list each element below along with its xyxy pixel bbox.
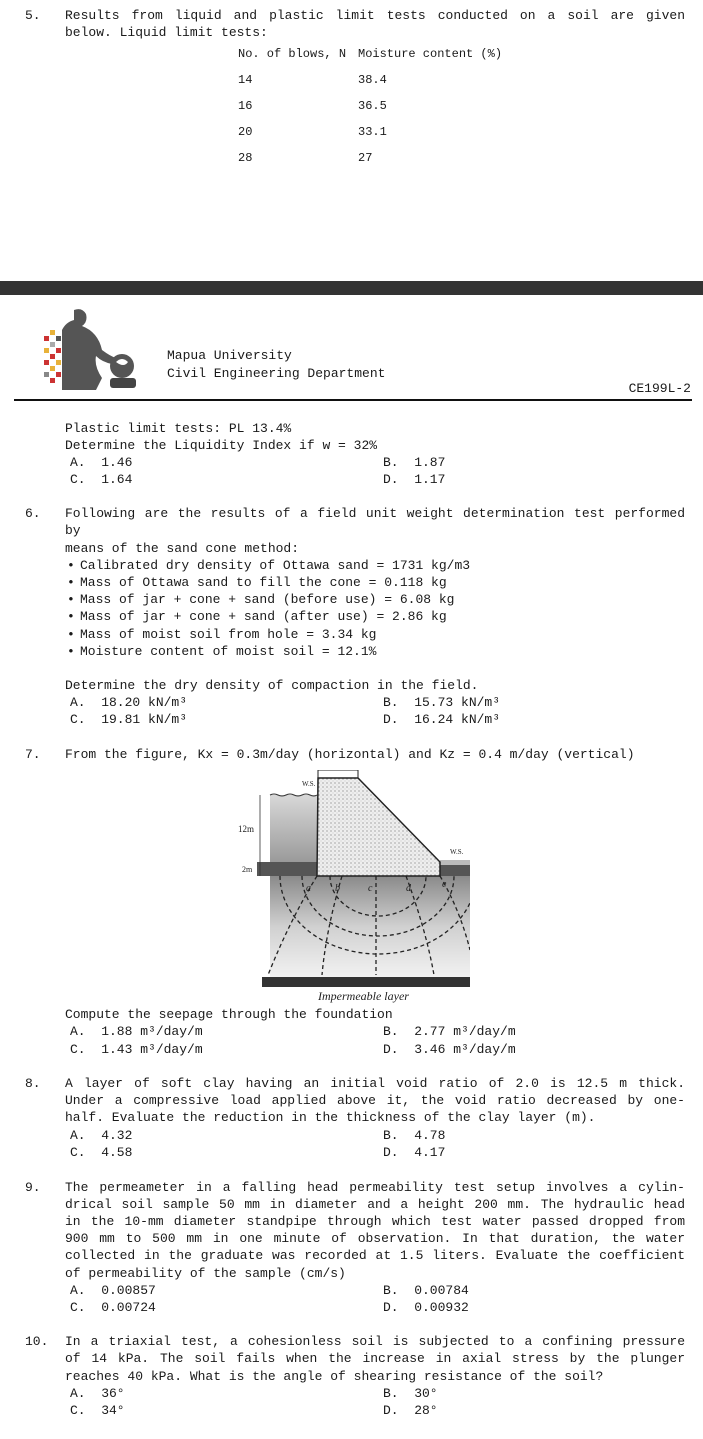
- university-name: Mapua University: [167, 348, 292, 363]
- option-d: D. 28°: [383, 1403, 438, 1418]
- option-c: C. 1.64: [70, 472, 133, 487]
- question-text: The permeameter in a falling head permeability test setup involves a cylin-: [65, 1180, 685, 1195]
- point-label: c: [368, 883, 373, 894]
- question-text: Results from liquid and plastic limit tests conducted on a soil are given: [65, 8, 685, 23]
- question-number: 8.: [25, 1076, 41, 1091]
- course-code: CE199L-2: [628, 381, 691, 396]
- question-text: means of the sand cone method:: [65, 541, 300, 556]
- table-cell: 14: [238, 73, 253, 87]
- table-cell: 27: [358, 151, 373, 165]
- option-b: B. 0.00784: [383, 1283, 469, 1298]
- dam-flow-net-figure: [230, 770, 470, 1010]
- option-a: A. 18.20 kN/m³: [70, 695, 188, 710]
- question-text: in the 10-mm diameter standpipe through which test water passed dropped from: [65, 1214, 685, 1229]
- spacing-label: 3m: [356, 868, 364, 874]
- dimension-label: 2m: [242, 865, 253, 874]
- option-c: C. 1.43 m³/day/m: [70, 1042, 203, 1057]
- dam-body: [317, 778, 440, 876]
- bullet-icon: •: [67, 609, 75, 624]
- option-b: B. 2.77 m³/day/m: [383, 1024, 516, 1039]
- university-logo: [40, 306, 145, 394]
- table-header: No. of blows, N: [238, 47, 347, 61]
- question-number: 10.: [25, 1334, 49, 1349]
- question-text: Plastic limit tests: PL 13.4%: [65, 421, 292, 436]
- question-text: reaches 40 kPa. What is the angle of shearing resistance of the soil?: [65, 1369, 604, 1384]
- question-text: drical soil sample 50 mm in diameter and a height 200 mm. The hydraulic head: [65, 1197, 685, 1212]
- bullet-icon: •: [67, 644, 75, 659]
- bullet-icon: •: [67, 592, 75, 607]
- table-cell: 28: [238, 151, 253, 165]
- question-text: In a triaxial test, a cohesionless soil is subjected to a confining pressure: [65, 1334, 685, 1349]
- question-text: Determine the Liquidity Index if w = 32%: [65, 438, 378, 453]
- option-d: D. 3.46 m³/day/m: [383, 1042, 516, 1057]
- spacing-label: 3m: [386, 868, 394, 874]
- bullet-text: Calibrated dry density of Ottawa sand = 1731 kg/m3: [80, 558, 471, 573]
- bullet-text: Mass of moist soil from hole = 3.34 kg: [80, 627, 377, 642]
- bullet-icon: •: [67, 575, 75, 590]
- option-b: B. 30°: [383, 1386, 438, 1401]
- option-d: D. 16.24 kN/m³: [383, 712, 501, 727]
- table-cell: 36.5: [358, 99, 387, 113]
- option-c: C. 19.81 kN/m³: [70, 712, 188, 727]
- question-text: of 14 kPa. The soil fails when the increase in axial stress by the plunger: [65, 1351, 685, 1366]
- question-text: 900 mm to 500 mm in one minute of observation. In that duration, the water: [65, 1231, 685, 1246]
- bullet-text: Mass of Ottawa sand to fill the cone = 0.118 kg: [80, 575, 447, 590]
- question-text: Determine the dry density of compaction in the field.: [65, 678, 479, 693]
- option-a: A. 0.00857: [70, 1283, 156, 1298]
- question-text: by: [65, 523, 81, 538]
- option-d: D. 1.17: [383, 472, 446, 487]
- question-number: 9.: [25, 1180, 41, 1195]
- question-number: 7.: [25, 747, 41, 762]
- table-cell: 38.4: [358, 73, 387, 87]
- question-number: 6.: [25, 506, 41, 521]
- upstream-water: [270, 795, 317, 862]
- option-c: C. 0.00724: [70, 1300, 156, 1315]
- option-d: D. 0.00932: [383, 1300, 469, 1315]
- option-c: C. 34°: [70, 1403, 125, 1418]
- option-d: D. 4.17: [383, 1145, 446, 1160]
- option-c: C. 4.58: [70, 1145, 133, 1160]
- impermeable-layer: [262, 977, 470, 987]
- option-b: B. 1.87: [383, 455, 446, 470]
- point-label: d: [406, 883, 411, 894]
- question-text: half. Evaluate the reduction in the thickness of the clay layer (m).: [65, 1110, 596, 1125]
- option-a: A. 4.32: [70, 1128, 133, 1143]
- dimension-label: 12m: [238, 824, 255, 834]
- point-label: a: [306, 883, 311, 894]
- bullet-icon: •: [67, 558, 75, 573]
- point-label: b: [335, 883, 340, 894]
- point-label: e: [442, 879, 447, 890]
- table-cell: 20: [238, 125, 253, 139]
- question-text: Under a compressive load applied above it, the void ratio decreased by one-: [65, 1093, 685, 1108]
- option-a: A. 1.88 m³/day/m: [70, 1024, 203, 1039]
- bullet-text: Moisture content of moist soil = 12.1%: [80, 644, 377, 659]
- table-cell: 16: [238, 99, 253, 113]
- table-header: Moisture content (%): [358, 47, 503, 61]
- spacing-label: 3m: [416, 868, 424, 874]
- question-text: below. Liquid limit tests:: [65, 25, 268, 40]
- bullet-text: Mass of jar + cone + sand (before use) = 6.08 kg: [80, 592, 455, 607]
- bullet-text: Mass of jar + cone + sand (after use) = 2.86 kg: [80, 609, 447, 624]
- spacing-label: 3m: [326, 868, 334, 874]
- question-text: of permeability of the sample (cm/s): [65, 1266, 346, 1281]
- question-text: collected in the graduate was recorded at 1.5 liters. Evaluate the coefficient: [65, 1248, 685, 1263]
- option-a: A. 36°: [70, 1386, 125, 1401]
- question-number: 5.: [25, 8, 41, 23]
- question-text: From the figure, Kx = 0.3m/day (horizontal) and Kz = 0.4 m/day (vertical): [65, 747, 635, 762]
- option-b: B. 15.73 kN/m³: [383, 695, 501, 710]
- page-separator: [0, 281, 703, 295]
- impermeable-label: Impermeable layer: [318, 989, 409, 1003]
- question-text: Compute the seepage through the foundation: [65, 1007, 393, 1022]
- question-text: Following are the results of a field unit weight determination test performed: [65, 506, 685, 521]
- ws-label: W.S.: [450, 848, 464, 856]
- ws-label: W.S.: [302, 780, 316, 788]
- option-a: A. 1.46: [70, 455, 133, 470]
- department-name: Civil Engineering Department: [167, 366, 386, 381]
- question-text: A layer of soft clay having an initial void ratio of 2.0 is 12.5 m thick.: [65, 1076, 685, 1091]
- option-b: B. 4.78: [383, 1128, 446, 1143]
- bullet-icon: •: [67, 627, 75, 642]
- table-cell: 33.1: [358, 125, 387, 139]
- header-rule: [14, 399, 692, 401]
